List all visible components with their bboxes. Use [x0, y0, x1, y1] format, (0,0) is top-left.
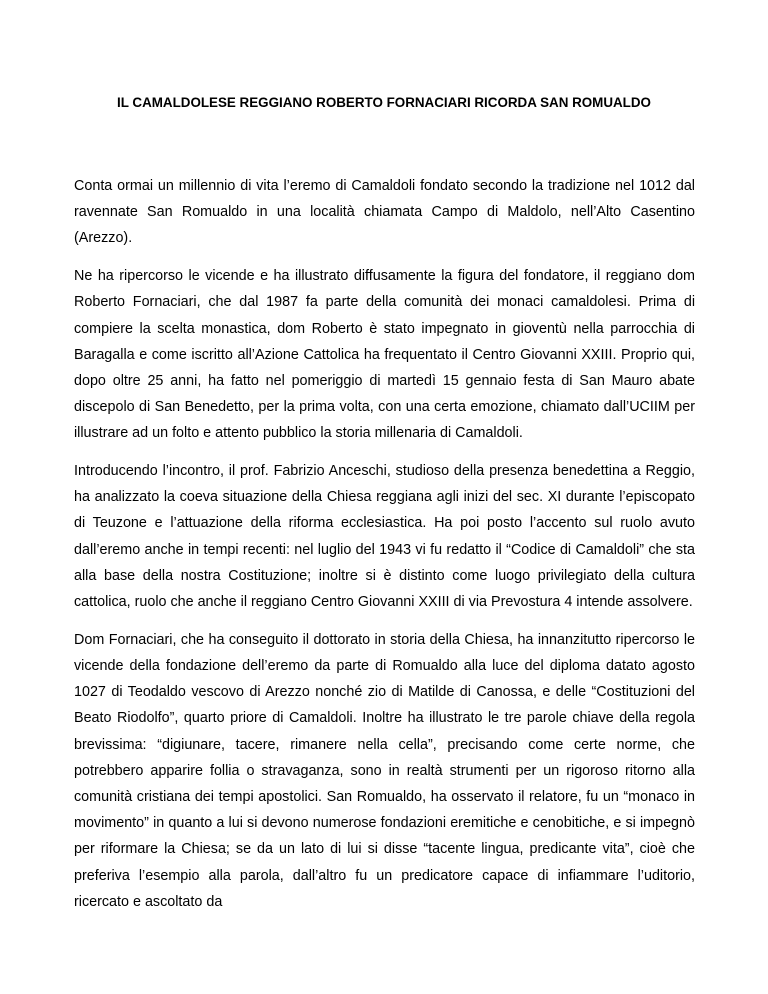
paragraph-2: Ne ha ripercorso le vicende e ha illustrato diffusamente la figura del fondatore, il reggiano dom Roberto Fornaciari, che dal 1987 fa parte della comunità dei monaci camaldolesi. Prima di compiere la scelta monastica, dom Roberto è stato impegnato in gioventù nella parrocchia di Baragalla e come iscritto all’Azione Cattolica ha frequentato il Centro Giovanni XXIII. Proprio qui, dopo oltre 25 anni, ha fatto nel pomeriggio di martedì 15 gennaio festa di San Mauro abate discepolo di San Benedetto, per la prima volta, con una certa emozione, chiamato dall’UCIIM per illustrare ad un folto e attento pubblico la storia millenaria di Camaldoli.: [74, 268, 695, 442]
paragraph-4: Dom Fornaciari, che ha conseguito il dottorato in storia della Chiesa, ha innanzitutto ripercorso le vicende della fondazione dell’eremo da parte di Romualdo alla luce del diploma datato agosto 1027 di Teodaldo vescovo di Arezzo nonché zio di Matilde di Canossa, e delle “Costituzioni del Beato Riodolfo”, quarto priore di Camaldoli. Inoltre ha illustrato le tre parole chiave della regola brevissima: “digiunare, tacere, rimanere nella cella”, precisando come certe norme, che potrebbero apparire follia o stravaganza, sono in realtà strumenti per un rigoroso ritorno alla comunità cristiana dei tempi apostolici. San Romualdo, ha osservato il relatore, fu un “monaco in movimento” in quanto a lui si devono numerose fondazioni eremitiche e cenobitiche, e si impegnò per riformare la Chiesa; se da un lato di lui si disse “tacente lingua, predicante vita”, cioè che preferiva l’esempio alla parola, dall’altro fu un predicatore capace di infiammare l’uditorio, ricercato e ascoltato da: [74, 631, 695, 910]
paragraph-1: Conta ormai un millennio di vita l’eremo di Camaldoli fondato secondo la tradizione nel 1012 dal ravennate San Romualdo in una località chiamata Campo di Maldolo, nell’Alto Casentino (Arezzo).: [74, 178, 695, 247]
document-title: IL CAMALDOLESE REGGIANO ROBERTO FORNACIARI RICORDA SAN ROMUALDO: [117, 95, 651, 110]
document-body: [74, 173, 695, 926]
paragraph-3: Introducendo l’incontro, il prof. Fabrizio Anceschi, studioso della presenza benedettina a Reggio, ha analizzato la coeva situazione della Chiesa reggiana agli inizi del sec. XI durante l’episcopato di Teuzone e l’attuazione della riforma ecclesiastica. Ha poi posto l’accento sul ruolo avuto dall’eremo anche in tempi recenti: nel luglio del 1943 vi fu redatto il “Codice di Camaldoli” che sta alla base della nostra Costituzione; inoltre si è distinto come luogo privilegiato della cultura cattolica, ruolo che anche il reggiano Centro Giovanni XXIII di via Prevostura 4 intende assolvere.: [74, 463, 695, 611]
